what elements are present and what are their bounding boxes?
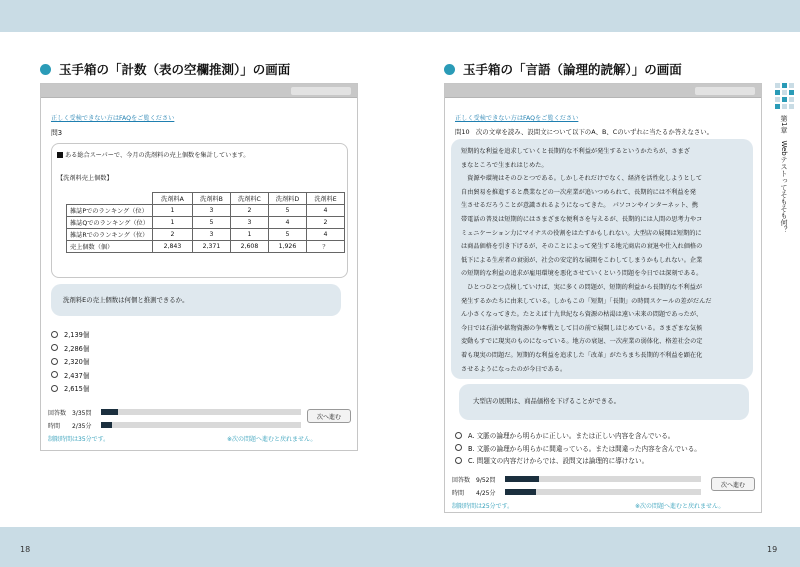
- passage-line: 短期的な利益を追求していくと長期的な不利益が発生するというかたちが、さまざ: [461, 148, 690, 155]
- left-test-screen: [40, 83, 358, 451]
- square-bullet-icon: [57, 152, 63, 158]
- option-label: 2,615個: [64, 385, 90, 393]
- prompt-text: 洗剤料Eの売上個数は何個と推測できるか。: [63, 296, 189, 304]
- answered-count: 回答数 9/52問: [452, 477, 496, 484]
- table-title: 【洗剤料売上個数】: [57, 175, 113, 182]
- table-cell: ？: [306, 241, 344, 253]
- passage-line: 低下による生産者の衰弱が、社会の安定的な展開をこわしてしまうかもしれない。企業: [461, 256, 703, 264]
- passage-line: 帯電話の普及は短期的にはさまざまな便利さを与えるが、長期的には人間の思考力やコ: [461, 216, 703, 223]
- no-return-note: ※次の問題へ進むと戻れません。: [635, 503, 725, 510]
- answer-option-1[interactable]: [455, 430, 674, 440]
- page-number-left: 18: [20, 545, 31, 554]
- time-limit-note: 制限時間は35分です。: [48, 436, 110, 443]
- passage-line: ん小さくなってきた。たとえば十九世紀なら資源の枯渇は遠い未来の問題であったが、: [461, 311, 703, 319]
- question-text: 問10 次の文章を読み、設問文について以下のA、B、Cのいずれに当たるか答えなさい。: [455, 128, 714, 136]
- table-cell: 2,843: [152, 241, 192, 253]
- passage-line: 着も現実の問題だ。短期的な利益を追求した「改革」がたちまち長期的不利益を顕在化: [461, 352, 703, 359]
- table-cell: 2: [230, 205, 268, 217]
- passage-line: 資源や環境はそのひとつである。しかしそれだけでなく、経済を活性化しようとして: [461, 175, 703, 183]
- answered-progress-bar: [101, 409, 301, 415]
- passage-box: [451, 139, 753, 379]
- prompt-text: 大型店の展開は、商品価格を下げることができる。: [473, 397, 620, 405]
- table-row: [67, 241, 345, 253]
- radio-button-icon[interactable]: [51, 344, 58, 351]
- table-header-cell: 洗剤料E: [306, 193, 344, 205]
- side-decoration-dots-icon: [775, 83, 796, 111]
- question-box: [51, 143, 348, 278]
- table-cell: 4: [306, 205, 344, 217]
- passage-line: 生させるだろうことが意識されるようになってきた。 パソコンやインターネット、携: [461, 202, 698, 210]
- answered-progress-fill: [101, 409, 118, 415]
- screen-title-bar: [445, 84, 761, 98]
- table-cell: 5: [268, 205, 306, 217]
- table-header-cell: 洗剤料A: [152, 193, 192, 205]
- radio-button-icon[interactable]: [51, 358, 58, 365]
- prompt-box: [51, 284, 341, 316]
- time-limit-note: 制限時間は25分です。: [452, 503, 514, 510]
- table-row: [67, 217, 345, 229]
- left-heading-text: 玉手箱の「計数（表の空欄推測）」の画面: [59, 62, 291, 77]
- answered-progress-bar: [505, 476, 701, 482]
- table-header-cell: [67, 193, 153, 205]
- faq-link[interactable]: 正しく受検できない方はFAQをご覧ください: [51, 115, 175, 122]
- prompt-box: [459, 384, 749, 420]
- table-cell: 4: [306, 229, 344, 241]
- table-cell: 1: [230, 229, 268, 241]
- top-band: [0, 0, 800, 32]
- passage-line: させるようになったのが今日である。: [461, 365, 567, 373]
- answer-option-1[interactable]: [51, 329, 89, 339]
- table-cell: 3: [192, 229, 230, 241]
- time-progress-fill: [505, 489, 536, 495]
- table-cell: 5: [192, 217, 230, 229]
- screen-bar-tab: [291, 87, 351, 95]
- time-count: 時間 2/35分: [48, 423, 92, 430]
- radio-button-icon[interactable]: [455, 432, 462, 439]
- bottom-band: [0, 527, 800, 567]
- passage-line: 発生するかたちに由来している。しかもこの「短期」「長期」の時間スケールの差がだんだ: [461, 297, 712, 305]
- radio-button-icon[interactable]: [51, 331, 58, 338]
- chapter-side-label: 第1章 Webテストってそもそも何？: [780, 115, 788, 233]
- right-heading-text: 玉手箱の「言語（論理的読解）」の画面: [463, 62, 682, 77]
- page-number-right: 19: [767, 545, 778, 554]
- answer-option-5[interactable]: [51, 383, 89, 393]
- radio-button-icon[interactable]: [51, 371, 58, 378]
- radio-button-icon[interactable]: [455, 457, 462, 464]
- table-cell: 1: [152, 205, 192, 217]
- time-count: 時間 4/25分: [452, 490, 496, 497]
- screen-title-bar: [41, 84, 357, 98]
- bullet-dot-icon: [40, 64, 51, 75]
- next-button[interactable]: 次へ進む: [711, 477, 755, 491]
- right-test-screen: [444, 83, 762, 513]
- table-cell: 1: [152, 217, 192, 229]
- answer-option-3[interactable]: [51, 356, 89, 366]
- table-cell: 3: [192, 205, 230, 217]
- table-cell: 3: [230, 217, 268, 229]
- option-label: B. 文脈の論理から明らかに間違っている。または間違った内容を含んでいる。: [468, 444, 701, 453]
- table-row: [67, 229, 345, 241]
- screen-bar-tab: [695, 87, 755, 95]
- answer-option-2[interactable]: [455, 443, 701, 453]
- table-cell: 雑誌Pでのランキング（位）: [67, 205, 153, 217]
- right-heading: [444, 60, 682, 78]
- passage-line: まなところで生まれはじめた。: [461, 161, 548, 169]
- table-cell: 5: [268, 229, 306, 241]
- answered-count: 回答数 3/35問: [48, 410, 92, 417]
- table-header-row: [67, 193, 345, 205]
- option-label: 2,320個: [64, 358, 90, 366]
- bullet-dot-icon: [444, 64, 455, 75]
- passage-line: は商品価格を引き下げるが、そのことによって発生する地元商店の衰退や仕入れ価格の: [461, 243, 703, 251]
- radio-button-icon[interactable]: [455, 444, 462, 451]
- table-header-cell: 洗剤料C: [230, 193, 268, 205]
- answer-option-4[interactable]: [51, 370, 89, 380]
- table-cell: 2: [306, 217, 344, 229]
- answer-option-2[interactable]: [51, 343, 89, 353]
- passage-line: 自由貿易を推進すると農業などの一次産業が追いつめられて、長期的には不利益を発: [461, 188, 696, 196]
- table-row: [67, 205, 345, 217]
- option-label: 2,437個: [64, 371, 90, 380]
- radio-button-icon[interactable]: [51, 385, 58, 392]
- next-button[interactable]: 次へ進む: [307, 409, 351, 423]
- time-progress-bar: [101, 422, 301, 428]
- table-cell: 4: [268, 217, 306, 229]
- passage-line: の短期的な利益の追求が雇用環境を悪化させていくという問題を今日では深刻である。: [461, 270, 703, 278]
- option-label: C. 問題文の内容だけからでは、設問文は論理的に導けない。: [468, 457, 649, 465]
- table-header-cell: 洗剤料B: [192, 193, 230, 205]
- table-header-cell: 洗剤料D: [268, 193, 306, 205]
- passage-line: ひとつひとつ点検していけば、実に多くの問題が、短期的利益から長期的な不利益が: [461, 284, 703, 291]
- question-number: 問3: [51, 129, 63, 137]
- table-cell: 2: [152, 229, 192, 241]
- question-text-content: ある総合スーパーで、今月の洗剤料の売上個数を集計しています。: [65, 152, 250, 159]
- answer-option-3[interactable]: [455, 455, 648, 465]
- table-cell: 1,926: [268, 241, 306, 253]
- time-progress-fill: [101, 422, 112, 428]
- passage-line: 今日では石油や鉱物資源の争奪戦として目の前で展開しはじめている。さまざまな気候: [461, 324, 703, 332]
- table-cell: 2,371: [192, 241, 230, 253]
- answered-progress-fill: [505, 476, 539, 482]
- table-cell: 2,608: [230, 241, 268, 253]
- option-label: A. 文脈の論理から明らかに正しい。または正しい内容を含んでいる。: [468, 432, 675, 440]
- left-heading: [40, 60, 290, 78]
- passage-line: ミュニケーション力にマイナスの役割をはたすかもしれない。大型店の展開は短期的に: [461, 229, 702, 237]
- question-text: [57, 150, 249, 159]
- faq-link[interactable]: 正しく受検できない方はFAQをご覧ください: [455, 115, 579, 122]
- table-cell: 雑誌Rでのランキング（位）: [67, 229, 153, 241]
- no-return-note: ※次の問題へ進むと戻れません。: [227, 436, 317, 443]
- table-cell: 売上個数（個）: [67, 241, 153, 253]
- option-label: 2,139個: [64, 331, 90, 339]
- table-cell: 雑誌Qでのランキング（位）: [67, 217, 153, 229]
- time-progress-bar: [505, 489, 701, 495]
- passage-line: 変動もすでに現実のものになっている。地方の衰退、一次産業の弱体化、格差社会の定: [461, 338, 703, 346]
- option-label: 2,286個: [64, 344, 90, 353]
- sales-table: [66, 192, 345, 253]
